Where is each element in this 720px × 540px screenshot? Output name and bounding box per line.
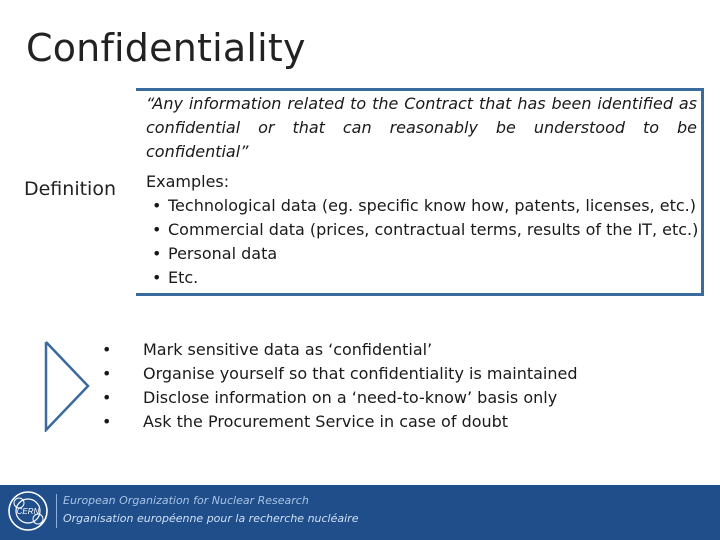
action-item: Disclose information on a ‘need-to-know’ basis only xyxy=(143,388,558,407)
chevron-right-outline-icon xyxy=(44,340,90,432)
org-name-french: Organisation européenne pour la recherche nucléaire xyxy=(63,512,359,525)
example-item: • Commercial data (prices, contractual terms, results of the IT, etc.) xyxy=(168,218,702,242)
example-item: • Etc. xyxy=(168,266,702,290)
org-name-english: European Organization for Nuclear Research xyxy=(63,494,309,507)
example-item: • Technological data (eg. specific know how, patents, licenses, etc.) xyxy=(168,194,702,218)
actions-list xyxy=(143,338,703,434)
examples-heading: Examples: xyxy=(146,172,230,191)
cern-logo-icon xyxy=(7,490,49,532)
definition-label: Definition xyxy=(23,178,116,200)
action-item: Organise yourself so that confidentiality is maintained xyxy=(143,364,578,383)
slide-title: Confidentiality xyxy=(26,26,306,70)
footer-divider xyxy=(56,494,57,528)
definition-quote: “Any information related to the Contract that has been identified as confidential or that can reasonably be understood to be confidential” xyxy=(146,94,697,161)
examples-list xyxy=(146,194,702,290)
examples-block xyxy=(146,170,702,290)
action-item: Ask the Procurement Service in case of doubt xyxy=(143,412,509,431)
action-item: Mark sensitive data as ‘confidential’ xyxy=(143,340,433,359)
logo-text: CERN xyxy=(16,507,40,516)
bullet: • xyxy=(102,412,112,431)
bullet: • xyxy=(102,340,112,359)
bullet: • xyxy=(102,388,112,407)
bullet: • xyxy=(102,364,112,383)
actions-bullets xyxy=(102,338,122,434)
example-item: • Personal data xyxy=(168,242,702,266)
